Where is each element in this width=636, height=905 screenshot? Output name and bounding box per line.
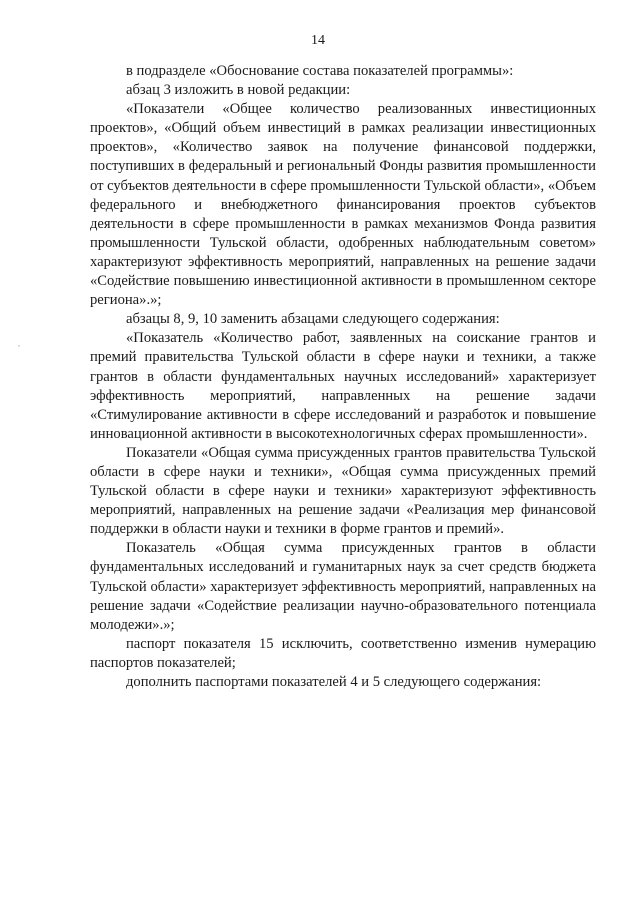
paragraph-instruction-abzac-3: абзац 3 изложить в новой редакции: <box>126 82 351 99</box>
paragraph-grant-sum-indicators: Показатели «Общая сумма присужденных грантов правительства Тульской области в сфере науки и техники», «Общая сумма присужденных премий Тульской области в сфере науки и техники» характеризуют эффективность мероприятий, направленных на решение задачи «Реализация мер финансовой поддержки в области науки и техники в форме грантов и премий». <box>90 444 596 538</box>
paragraph-subsection-heading: в подразделе «Обоснование состава показателей программы»: <box>126 63 514 79</box>
paragraph-grant-applications-indicator: «Показатель «Количество работ, заявленных на соискание грантов и премий правительства Тульской области в сфере науки и техники, а также грантов в области фундаментальных научных исследований» характеризует эффективность мероприятий, направленных на решение задачи «Стимулирование активности в сфере исследований и разработок и повышение инновационной активности в высокотехнологичных сферах промышленности». <box>90 330 596 442</box>
paragraph-instruction-abzacs-8-9-10: абзацы 8, 9, 10 заменить абзацами следующего содержания: <box>126 311 500 328</box>
document-body <box>90 62 596 692</box>
page-number: 14 <box>311 33 325 48</box>
paragraph-passport-15-exclusion: паспорт показателя 15 исключить, соответственно изменив нумерацию паспортов показателей; <box>90 635 596 671</box>
paragraph-add-passports: дополнить паспортами показателей 4 и 5 следующего содержания: <box>126 674 542 690</box>
paragraph-investment-indicators: «Показатели «Общее количество реализованных инвестиционных проектов», «Общий объем инвестиций в рамках реализации инвестиционных проектов», «Количество заявок на получение финансовой поддержки, поступивших в федеральный и региональный Фонды развития промышленности от субъектов деятельности в сфере промышленности Тульской области», «Объем федерального и внебюджетного финансирования проектов субъектов деятельности в сфере промышленности в рамках механизмов Фонда развития промышленности Тульской области, одобренных наблюдательным советом» характеризуют эффективность мероприятий, направленных на решение задачи «Содействие повышению инвестиционной активности в промышленном секторе региона».»; <box>90 101 596 309</box>
scan-margin-mark: , <box>18 339 20 348</box>
paragraph-fundamental-research-indicator: Показатель «Общая сумма присужденных грантов в области фундаментальных исследований и гуманитарных наук за счет средств бюджета Тульской области» характеризует эффективность мероприятий, направленных на решение задачи «Содействие реализации научно-образовательного потенциала молодежи».»; <box>90 540 596 633</box>
